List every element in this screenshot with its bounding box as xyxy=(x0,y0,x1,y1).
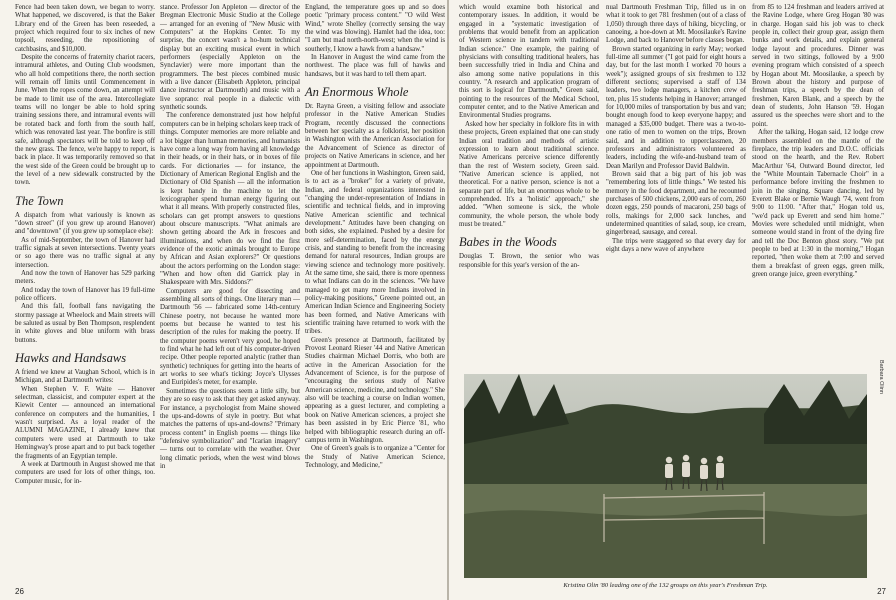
paragraph: Fence had been taken down, we began to worry. What happened, we discovered, is that the Baker Library end of the Green has been reseeded, a project which required four to six inches of new topsoil, reseeding, the repositioning of catchbasins, and $10,000. xyxy=(15,4,155,53)
paragraph: The trips were staggered so that every day for eight days a new wave of anywhere xyxy=(606,237,746,253)
paragraph: Brown started organizing in early May; worked full-time all summer ("I got paid for eight hours a day, but for the last month I worked 70 hours a week"); assigned groups of six freshmen to 132 different sections; supervised a staff of 134 leaders, two lodge managers, a kitchen crew of ten, plus 15 students helping in Hanover; arranged for 10,000 miles of transportation by bus and van; bought enough food to keep everyone happy; and managed a $35,000 budget. There was a two-to-one ratio of men to women on the trips, Brown said, and in addition to upperclassmen, 20 professors and administrators volunteered as leaders, including the wife-and-husband team of Dean Marilyn and Professor David Baldwin. xyxy=(606,45,746,170)
paragraph: A friend we knew at Vaughan School, which is in Michigan, and at Dartmouth writes: xyxy=(15,369,155,385)
paragraph: The conference demonstrated just how helpful computers can be in helping scholars keep track of things. Computer memories are more reliable and a lot bigger than human memories, and humanists have come a long way from having all knowledge in their heads, or in their hats, or in boxes of file cards. For dictionaries — for instance, the Dictionary of American Regional English and the Dictionary of Old Spanish — all the information is kept handy in the machine to let the lexicographer spend human energy figuring out what it all means. With properly constructed files, scholars can get prompt answers to questions about obscure manuscripts. "What animals are shown getting aboard the Ark in frescoes and illuminations, and when do we find the first evidence of the exotic animals brought to Europe by African and Asian explorers?" Or questions about the actors performing on the London stage: "When and how often did Garrick play in Shakespeare with Mrs. Siddons?" xyxy=(160,112,300,287)
paragraph: And this fall, football fans navigating the stormy passage at Wheelock and Main streets will be saluted as usual by Ben Thompson, resplendent in white gloves and blue uniform with brass buttons. xyxy=(15,303,155,344)
photo-caption: Kristina Olin '80 leading one of the 132 groups on this year's Freshman Trip. xyxy=(563,582,768,589)
paragraph: Computers are good for dissecting and assembling all sorts of things. One literary man — Dartmouth '56 — fabricated some 14th-century Chinese poetry, not because he wanted more poems but because he wanted to test his description of the rules for making the poetry. If the computer poems weren't very good, he hoped to find what he had left out of his computer-driven recipe. Other people reported analytic (rather than synthetic) techniques for getting into the hearts of art works to see what's ticking: Joyce's Ulysses and Euripides's meter, for example. xyxy=(160,287,300,387)
paragraph: When Stephen V. F. Waite — Hanover selectman, classicist, and computer expert at the Kiewit Center — announced an international conference on computers and the humanities, I wasn't surprised. As a loyal reader of the ALUMNI MAGAZINE, I already knew that computers were used at Dartmouth to take Hemingway's prose apart and to put back together the fragments of an Egyptian temple. xyxy=(15,385,155,460)
photo-illustration xyxy=(464,374,867,578)
section-heading-the-town: The Town xyxy=(15,193,64,208)
right-column-1 xyxy=(459,4,599,370)
paragraph: England, the temperature goes up and so does poetic "primary process content." "O wild West Wind," wrote Shelley (correctly sensing the way the wind was blowing). Hamlet had the idea, too: "I am but mad north-north-west; when the wind is southerly, I know a hawk from a handsaw." xyxy=(305,4,445,53)
paragraph: Asked how her specialty in folklore fits in with these projects, Green explained that one can study Indian oral tradition and methods of artistic expression to learn about traditional science. Native Americans perceive science differently than the rest of Western society, Green said. "Native American science is applied, not theoretical. For a native person, science is not a separate part of life, but an enormous whole to be comprehended. It's a 'holistic' approach," she added. "When someone is sick, the whole community, the whole person, the whole body must be treated." xyxy=(459,120,599,228)
paragraph: which would examine both historical and contemporary issues. In addition, it would be engaged in a "systematic investigation of problems that would benefit from an application of Western science in tandem with traditional Indian science." One example, the pairing of physicians with consulting traditional healers, has been successfully tried in India and China and also among some native populations in this country. "A research and application program of this sort is logical for Dartmouth," Green said, pointing to the resources of the Medical School, computer center, and to the Native American and Environmental Studies programs. xyxy=(459,4,599,120)
paragraph: Sometimes the questions seem a little silly, but they are so easy to ask that they get asked anyway. For instance, a psychologist from Maine showed the ups-and-downs of style in poetry. But what matches the patterns of ups-and-downs? "Primary process content" in English poems — things like "defensive symbolization" and "Icarian imagery" — turns out to correlate with the weather. Over long climatic periods, when the west wind blows in xyxy=(160,387,300,470)
paragraph: A dispatch from what variously is known as "down street" (if you grew up around Hanover) and "downtown" (if you grew up someplace else): xyxy=(15,211,155,236)
paragraph: And now the town of Hanover has 529 parking meters. xyxy=(15,269,155,286)
paragraph: Douglas T. Brown, the senior who was responsible for this year's version of the an- xyxy=(459,253,599,269)
left-page xyxy=(0,0,447,600)
left-column-3 xyxy=(305,4,445,470)
page-number-right: 27 xyxy=(877,587,886,596)
paragraph: In Hanover in August the wind came from the northwest. The place was full of hawks and handsaws, but it was hard to tell them apart. xyxy=(305,54,445,78)
paragraph: After the talking, Hogan said, 12 lodge crew members assembled on the mantle of the fireplace, the trip leaders and D.O.C. officials stood on the hearth, and the Rev. Robert MacArthur '64, Outward Bound director, led the "White Mountain Tabernacle Choir" in a performance before inviting the freshmen to join in the singing. Square dancing, led by Everett Blake or Bernie Waugh '74, went from 9:00 to 11:00. "After that," Hogan told us, "we'd pack up Everett and send him home." Movies were scheduled until midnight, when someone would stand in front of the dying fire and tell the Doc Benton ghost story. "We put people to bed at 1:30 in the morning," Hogan reported, "then woke them at 7:00 and served them a breakfast of green eggs, green milk, green orange juice, green everything." xyxy=(752,129,884,278)
paragraph: As of mid-September, the town of Hanover had traffic signals at seven intersections. Twenty years or so ago there was no traffic signal at any intersection. xyxy=(15,236,155,269)
paragraph: Despite the concerns of fraternity chariot racers, intramural athletes, and Outing Club woodsmen, who all hold competitions there, the north section will remain off limits until Commencement in June. When the ropes come down, an attempt will be made to limit use of the area. Intercollegiate teams will no longer be able to hold spring training sessions there, and intramural events will be rotated back and forth from the south half, which was renovated last year. The bonfire is still safe, although spectators will be told to keep off the new grass. The fence, we're happy to report, is back in place. It was temporarily removed so that the west side of the Green could be brought up to the level of a new sidewalk constructed by the town. xyxy=(15,54,155,187)
page-number-left: 26 xyxy=(15,587,24,596)
left-column-2 xyxy=(160,4,300,471)
left-column-1 xyxy=(15,4,155,486)
paragraph: from 85 to 124 freshman and leaders arrived at the Ravine Lodge, where Greg Hogan '80 was in charge. Hogan said his job was to check people in, collect their group gear, assign them bunks and work details, and explain general lodge layout and procedures. Dinner was served in two sittings, followed by a 9:00 evening program which consisted of a speech by Hogan about Mt. Moosilauke, a speech by Brown about the history and purpose of freshman trips, a speech by the dean of freshmen, Karen Blank, and a speech by the dean of students, John Hanson '59. Hogan assured us the speeches were short and to the point. xyxy=(752,4,884,128)
paragraph: A week at Dartmouth in August showed me that computers are used for lots of other things, too. Computer music, for in- xyxy=(15,460,155,485)
paragraph: nual Dartmouth Freshman Trip, filled us in on what it took to get 781 freshmen (out of a class of 1,050) through three days of hiking, bicycling, or canoeing, a hoe-down at Mt. Moosilauke's Ravine Lodge, and back to Hanover before classes began. xyxy=(606,4,746,45)
right-page xyxy=(449,0,896,600)
freshman-trip-photo xyxy=(464,374,867,578)
paragraph: Brown said that a big part of his job was "remembering lots of little things." We tested his memory in the food department, and he recounted purchases of 500 chickens, 2,000 ears of corn, 260 dozen eggs, 250 pounds of macaroni, 250 bags of rolls, makings for 2,000 sack lunches, and undetermined quantities of salad, soup, ice cream, gingerbread, sausage, and cereal. xyxy=(606,170,746,237)
right-column-2 xyxy=(606,4,746,370)
paragraph: One of Green's goals is to organize a "Center for the Study of Native American Science, Technology, and Medicine," xyxy=(305,445,445,469)
section-heading-hawks-and-handsaws: Hawks and Handsaws xyxy=(15,351,127,366)
paragraph: Dr. Rayna Green, a visiting fellow and associate professor in the Native American Studies Program, recently discussed the connections between her specialty as a folklorist, her position in Washington with the American Association for the Advancement of Science as director of projects on Native Americans in science, and her appointment at Dartmouth. xyxy=(305,103,445,169)
paragraph: And today the town of Hanover has 19 full-time police officers. xyxy=(15,286,155,302)
right-column-3 xyxy=(752,4,884,279)
paragraph: Green's presence at Dartmouth, facilitated by Provost Leonard Rieser '44 and Native American Studies chairman Michael Dorris, who both are active in the American Association for the Advancement of Science, is for the purpose of "encouraging the serious study of Native American science, medicine, and technology." She also will be teaching a course on Indian women, appearing as a guest lecturer, and completing a book on Native American sciences, a project she has been assisted in by Eric Pierce '81, who helped with bibliographic research during an off-campus term in Washington. xyxy=(305,336,445,444)
section-heading-babes-in-the-woods: Babes in the Woods xyxy=(459,235,557,250)
paragraph: stance. Professor Jon Appleton — director of the Bregman Electronic Music Studio at the College — arranged for an evening of "New Music with Computers" at the Hopkins Center. To my surprise, the concert wasn't a ho-hum technical display but an exciting musical event in which performers (especially Appleton on the Synclavier) were more important than the programmers. The best pieces combined music with a live dancer (Elisabeth Appleton, principal dance instructor at Dartmouth) and music with a live soprano: real people in a dialectic with synthetic sounds. xyxy=(160,4,300,112)
section-heading-an-enormous-whole: An Enormous Whole xyxy=(305,85,409,100)
photo-credit: Barbara Olinn xyxy=(878,360,884,394)
paragraph: One of her functions in Washington, Green said, is to act as a "broker" for a variety of private, Indian, and federal organizations interested in "changing the under-representation of Indians in scientific and technical fields, and in improving Native American scientific and technical development." Attitudes have been changing on both sides, she explained. Pushed by a desire for more self-determination, faced by the energy crisis, and standing to benefit from the increasing demand for natural resources, Indian groups are viewing science and technology more positively. At the same time, she said, there is more openness to what Indians can do in the sciences. "We have managed to get many more Indians involved in policy-making positions," Greene pointed out, an American Indian Science and Engineering Society has been formed, and Native Americans with scientific training have returned to work with the tribes. xyxy=(305,169,445,336)
